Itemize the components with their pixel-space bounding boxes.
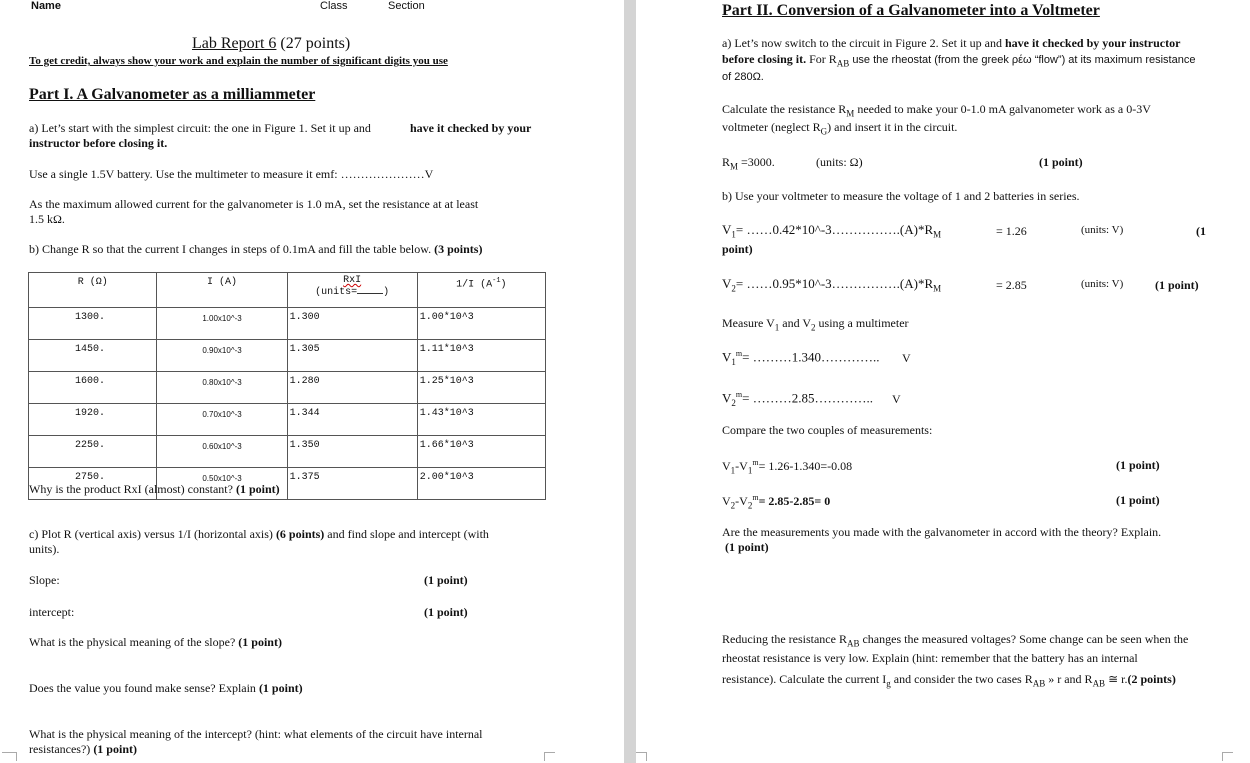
part1-c-text: c) Plot R (vertical axis) versus 1/I (horizontal axis) (6 points) and find slope and intercept (with: [29, 527, 489, 541]
v2-result: = 2.85: [996, 278, 1027, 292]
cell-inverse-i: 1.66*10^3: [417, 436, 545, 468]
table-row: [29, 404, 546, 436]
class-label: Class: [320, 0, 348, 12]
max-current-text-1: As the maximum allowed current for the galvanometer is 1.0 mA, set the resistance at at least: [29, 197, 479, 211]
cell-i: 0.50x10^-3: [157, 468, 287, 500]
reduce-text-1: Reducing the resistance $R_{AB}$ changes the measured voltages? Some change can be seen when the: [722, 632, 1189, 649]
slope-label: Slope:: [29, 573, 60, 587]
rm-value: $R_M =3000$.: [722, 155, 775, 172]
left-page: [0, 0, 624, 763]
cell-i: 0.90x10^-3: [157, 340, 287, 372]
v1-measured-unit: V: [902, 351, 911, 365]
cell-i: 0.80x10^-3: [157, 372, 287, 404]
difference-2-points: (1 point): [1116, 493, 1160, 507]
part2-a-text-3: of 280Ω.: [722, 71, 764, 83]
why-constant-question: Why is the product RxI (almost) constant? (1 point): [29, 482, 280, 496]
part2-b-text: b) Use your voltmeter to measure the voltage of 1 and 2 batteries in series.: [722, 189, 1080, 203]
battery-instruction: Use a single 1.5V battery. Use the multimeter to measure it emf: …………………V: [29, 167, 434, 181]
part1-a-text: a) Let’s start with the simplest circuit: the one in Figure 1. Set it up and: [29, 121, 371, 135]
col-header-rxi: RxI (units= ): [287, 273, 417, 308]
page-corner-mark: [1222, 752, 1233, 761]
cell-rxi: 1.305: [287, 340, 417, 372]
cell-r: 2750.: [29, 468, 157, 500]
v1-points-a: (1: [1196, 224, 1206, 238]
cell-rxi: 1.375: [287, 468, 417, 500]
part1-c-units: units).: [29, 542, 60, 556]
v1-points-b: point): [722, 242, 753, 256]
part2-heading: Part II. Conversion of a Galvanometer into a Voltmeter: [722, 2, 1100, 19]
cell-r: 2250.: [29, 436, 157, 468]
cell-i: 1.00x10^-3: [157, 308, 287, 340]
cell-rxi: 1.300: [287, 308, 417, 340]
reduce-text-3: resistance). Calculate the current $I_g$ and consider the two cases $R_{AB}$ » r and $R_{AB}$ ≅ r.(2 points): [722, 672, 1176, 689]
measurement-table: [28, 272, 546, 500]
page-corner-mark: [544, 752, 555, 761]
page-corner-mark: [636, 752, 647, 761]
cell-r: 1450.: [29, 340, 157, 372]
report-subtitle: To get credit, always show your work and explain the number of significant digits you use: [29, 55, 448, 67]
intercept-label: intercept:: [29, 605, 75, 619]
accord-question: Are the measurements you made with the galvanometer in accord with the theory? Explain.: [722, 525, 1162, 539]
v2-computation: $V_2=$ $\dots\dots 0.95*10\^{}-3\dots\dots\dots\dots\dots.(A)*R_M$: [722, 276, 942, 294]
reduce-text-2: rheostat resistance is very low. Explain (hint: remember that the battery has an internal: [722, 651, 1138, 665]
col-header-inverse-i: 1/I $(A^{-1})$: [417, 273, 545, 308]
calc-rm-text-1: Calculate the resistance $R_M$ needed to make your 0-1.0 mA galvanometer work as a 0-3V: [722, 102, 1151, 119]
col-header-r: R (Ω): [29, 273, 157, 308]
sense-question: Does the value you found make sense? Explain (1 point): [29, 681, 303, 695]
difference-2: $V_2-V_2^m= 2.85-2.85= 0$: [722, 493, 831, 511]
cell-i: 0.60x10^-3: [157, 436, 287, 468]
part1-b-text: b) Change R so that the current I changes in steps of 0.1mA and fill the table below. (3 points): [29, 242, 483, 256]
difference-1-points: (1 point): [1116, 458, 1160, 472]
cell-inverse-i: 1.25*10^3: [417, 372, 545, 404]
part2-a-text-1: a) Let’s now switch to the circuit in Figure 2. Set it up and have it checked by your instructor: [722, 36, 1181, 50]
table-row: [29, 340, 546, 372]
measure-instruction: Measure $V_1$ and $V_2$ using a multimeter: [722, 316, 909, 333]
table-row: [29, 436, 546, 468]
col-header-i: I (A): [157, 273, 287, 308]
table-header-row: [29, 273, 546, 308]
part1-a-bold-2: instructor before closing it.: [29, 136, 168, 150]
page-corner-mark: [2, 752, 17, 761]
v2-points: (1 point): [1155, 278, 1199, 292]
cell-rxi: 1.344: [287, 404, 417, 436]
cell-rxi: 1.280: [287, 372, 417, 404]
page-gutter: [624, 0, 636, 763]
intercept-meaning-question: What is the physical meaning of the intercept? (hint: what elements of the circuit have internal: [29, 727, 483, 741]
table-row: [29, 372, 546, 404]
v1-units: (units: V): [1081, 224, 1124, 236]
part2-a-text-2: before closing it. For $R_{AB}$ use the rheostat (from the greek ρέω “flow”) at its maximum resistance: [722, 52, 1196, 69]
difference-1: $V_1-V_1^m= 1.26-1.340=-0.08$: [722, 458, 853, 476]
cell-r: 1920.: [29, 404, 157, 436]
rm-units: (units: Ω): [816, 155, 863, 169]
slope-points: (1 point): [424, 573, 468, 587]
compare-text: Compare the two couples of measurements:: [722, 423, 933, 437]
cell-inverse-i: 1.11*10^3: [417, 340, 545, 372]
v2-measured: $V_2^m=$ ………2.85…………..: [722, 390, 873, 408]
v1-computation: $V_1=$ $\dots\dots 0.42*10\^{}-3\dots\dots\dots\dots\dots.(A)*R_M$: [722, 222, 942, 240]
max-current-text-2: 1.5 kΩ.: [29, 212, 65, 226]
cell-inverse-i: 1.43*10^3: [417, 404, 545, 436]
slope-meaning-question: What is the physical meaning of the slope? (1 point): [29, 635, 282, 649]
cell-r: 1600.: [29, 372, 157, 404]
cell-inverse-i: 2.00*10^3: [417, 468, 545, 500]
v1-result: = 1.26: [996, 224, 1027, 238]
section-label: Section: [388, 0, 425, 12]
report-title: Lab Report 6 (27 points): [192, 35, 351, 52]
right-page: [636, 0, 1250, 763]
calc-rm-text-2: voltmeter (neglect $R_G$) and insert it in the circuit.: [722, 120, 958, 137]
rm-points: (1 point): [1039, 155, 1083, 169]
accord-points: (1 point): [725, 540, 769, 554]
cell-i: 0.70x10^-3: [157, 404, 287, 436]
intercept-points: (1 point): [424, 605, 468, 619]
cell-r: 1300.: [29, 308, 157, 340]
cell-inverse-i: 1.00*10^3: [417, 308, 545, 340]
v2-units: (units: V): [1081, 278, 1124, 290]
table-row: [29, 308, 546, 340]
part1-a-bold-1: have it checked by your: [410, 121, 532, 135]
cell-rxi: 1.350: [287, 436, 417, 468]
v1-measured: $V_1^m=$ ………1.340…………..: [722, 349, 880, 367]
intercept-meaning-question-2: resistances?) (1 point): [29, 742, 137, 756]
v2-measured-unit: V: [892, 392, 901, 406]
part1-heading: Part I. A Galvanometer as a milliammeter: [29, 86, 316, 103]
name-label: Name: [31, 0, 61, 12]
